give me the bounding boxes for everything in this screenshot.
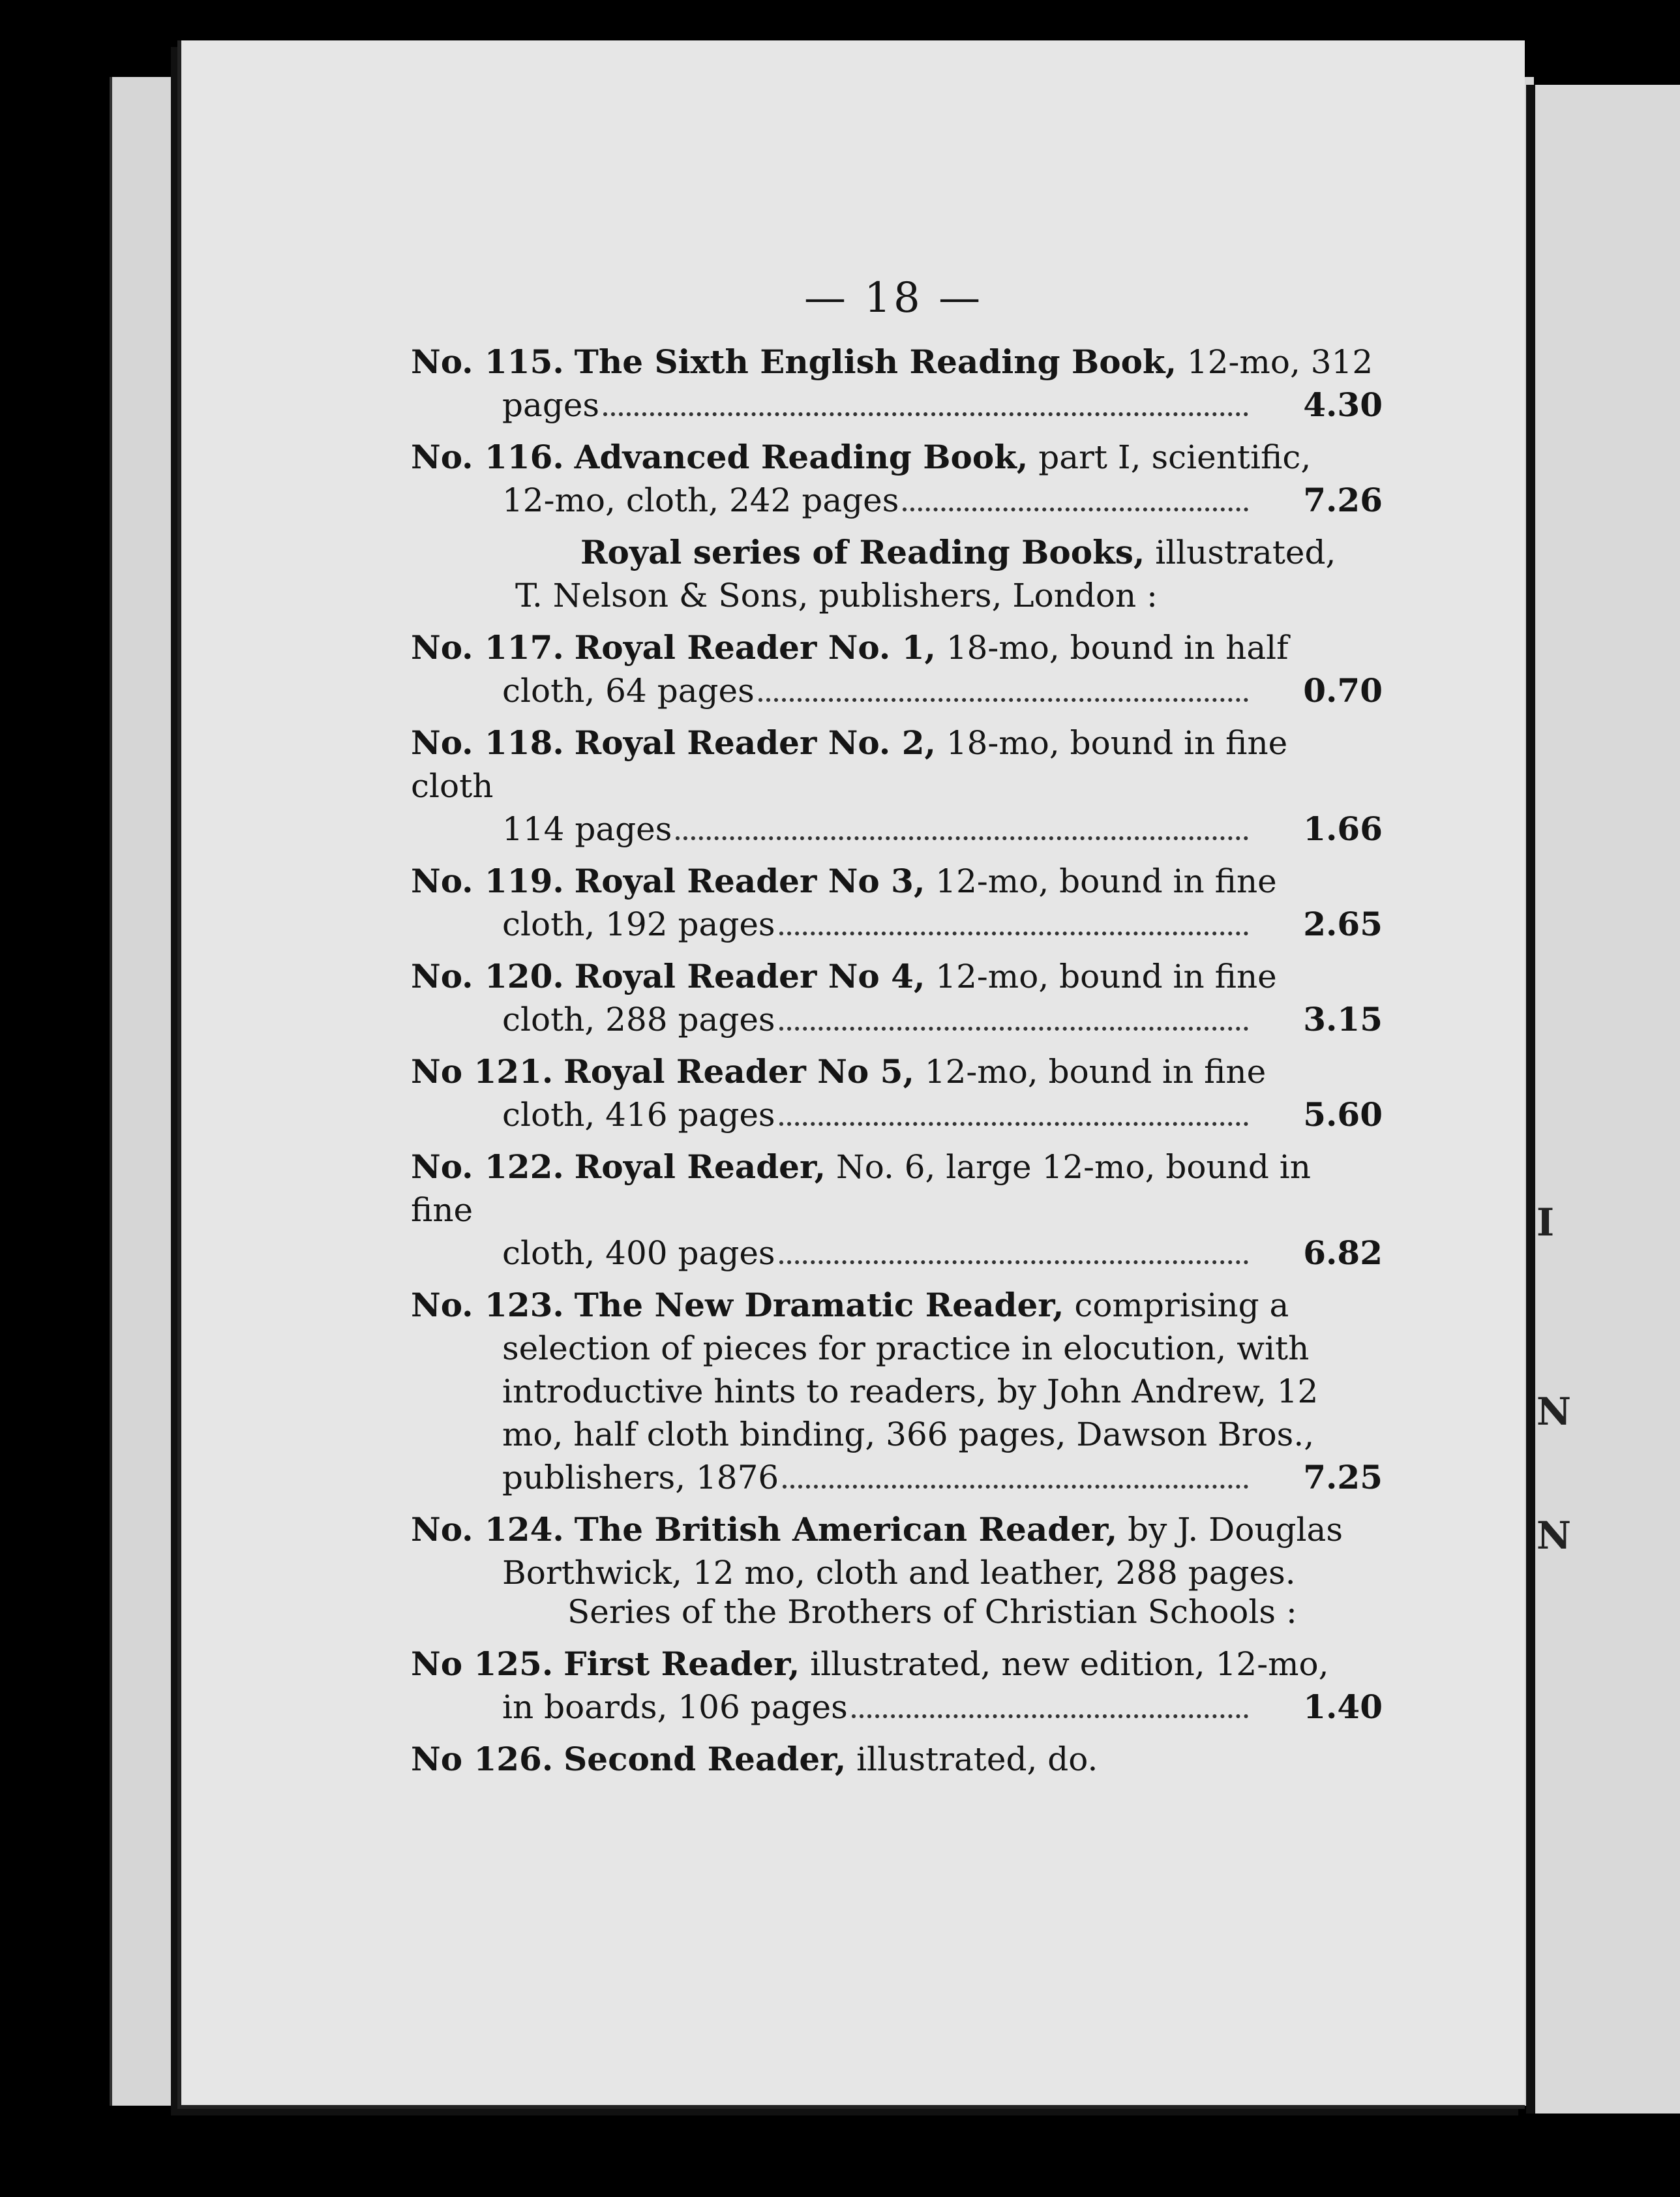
- catalog-entry: [411, 955, 1383, 1041]
- entry-details: part I, scientific,: [1038, 438, 1312, 476]
- series-title: Royal series of Reading Books,: [580, 533, 1145, 571]
- dot-leader: [779, 1260, 1248, 1264]
- entry-number: No 126.: [411, 1740, 554, 1778]
- catalog-entry: [411, 341, 1383, 427]
- entry-details: mo, half cloth binding, 366 pages, Dawson Bros.,: [502, 1416, 1315, 1453]
- entry-details: cloth, 192 pages: [502, 905, 775, 943]
- entry-title: Royal Reader No 4,: [574, 957, 925, 995]
- dot-leader: [779, 932, 1248, 935]
- entry-details: cloth, 400 pages: [502, 1234, 775, 1272]
- entry-title: Royal Reader No. 2,: [574, 723, 936, 762]
- entry-title: The New Dramatic Reader,: [574, 1286, 1064, 1324]
- entry-number: No 121.: [411, 1052, 554, 1091]
- entry-details: 12-mo, cloth, 242 pages: [502, 481, 899, 519]
- entry-number: No. 124.: [411, 1510, 564, 1549]
- dot-leader: [779, 1027, 1248, 1031]
- entry-title: Royal Reader,: [574, 1147, 826, 1186]
- entry-details: illustrated, new edition, 12-mo,: [810, 1645, 1329, 1683]
- entry-number: No. 119.: [411, 862, 564, 900]
- entry-details: 12-mo, bound in fine: [935, 958, 1277, 995]
- catalog-entry: [411, 1508, 1376, 1594]
- entry-number: No. 116.: [411, 438, 564, 476]
- entry-price: 5.60: [1303, 1095, 1383, 1134]
- entry-details: cloth, 416 pages: [502, 1096, 775, 1134]
- adjacent-letter: N: [1537, 1389, 1572, 1434]
- catalog-entry: [411, 1145, 1383, 1275]
- entry-price: 7.25: [1303, 1458, 1383, 1496]
- entry-title: Royal Reader No. 1,: [574, 628, 936, 667]
- entry-price: 0.70: [1303, 671, 1383, 710]
- entry-price: 3.15: [1303, 1000, 1383, 1038]
- entry-number: No. 123.: [411, 1286, 564, 1324]
- entry-details: 114 pages: [502, 810, 672, 848]
- entry-number: No. 115.: [411, 342, 564, 381]
- entry-details: selection of pieces for practice in elocution, with: [502, 1329, 1310, 1367]
- entry-number: No. 120.: [411, 957, 564, 995]
- page-number: — 18 —: [803, 274, 983, 322]
- entry-number: No. 122.: [411, 1147, 564, 1186]
- adjacent-page: [1526, 85, 1680, 2114]
- catalog-entry: [411, 626, 1383, 712]
- entry-title: The Sixth English Reading Book,: [574, 342, 1177, 381]
- entry-details: cloth, 288 pages: [502, 1001, 775, 1038]
- entry-number: No. 118.: [411, 723, 564, 762]
- entry-price: 4.30: [1303, 386, 1383, 424]
- entry-price: 7.26: [1303, 481, 1383, 519]
- catalog-content: [411, 274, 1383, 1790]
- entry-details: Borthwick, 12 mo, cloth and leather, 288 pages.: [502, 1554, 1296, 1592]
- entry-title: Second Reader,: [563, 1740, 847, 1778]
- series-heading: [411, 531, 1376, 617]
- entry-title: Royal Reader No 3,: [574, 862, 925, 900]
- entry-price: 1.40: [1303, 1688, 1383, 1726]
- dot-leader: [779, 1122, 1248, 1126]
- series-publisher: T. Nelson & Sons, publishers, London :: [515, 577, 1158, 614]
- catalog-entry: [411, 1050, 1383, 1136]
- catalog-entry: [411, 860, 1383, 946]
- entry-details: introductive hints to readers, by John Andrew, 12: [502, 1372, 1319, 1410]
- dot-leader: [783, 1485, 1248, 1489]
- entry-price: 2.65: [1303, 905, 1383, 943]
- dot-leader: [903, 508, 1248, 511]
- entry-details: 12-mo, bound in fine: [924, 1053, 1267, 1091]
- adjacent-letter: N: [1537, 1513, 1572, 1558]
- catalog-entry: [411, 1284, 1383, 1499]
- entry-price: 1.66: [1303, 810, 1383, 848]
- entry-details: No. 6, large 12-mo, bound in fine: [411, 1148, 1311, 1229]
- dot-leader: [676, 836, 1248, 840]
- entry-details: 12-mo, bound in fine: [935, 862, 1277, 900]
- entry-details: cloth, 64 pages: [502, 672, 755, 710]
- catalog-entry: [411, 436, 1383, 522]
- entry-details: comprising a: [1074, 1286, 1289, 1324]
- entry-details: 18-mo, bound in fine cloth: [411, 724, 1288, 805]
- entry-title: Advanced Reading Book,: [574, 438, 1028, 476]
- entry-details: 18-mo, bound in half: [946, 629, 1289, 667]
- entry-details: by J. Douglas: [1128, 1511, 1343, 1549]
- dot-leader: [852, 1714, 1248, 1718]
- entry-price: 6.82: [1303, 1234, 1383, 1272]
- catalog-entry: [411, 1738, 1376, 1781]
- adjacent-letter: I: [1537, 1200, 1555, 1245]
- entry-details: pages: [502, 386, 600, 424]
- entry-title: Royal Reader No 5,: [563, 1052, 914, 1091]
- entry-title: First Reader,: [563, 1644, 800, 1683]
- catalog-entry: [411, 1643, 1383, 1729]
- entry-details: publishers, 1876: [502, 1459, 779, 1496]
- entry-number: No. 117.: [411, 628, 564, 667]
- series-details: illustrated,: [1155, 534, 1336, 571]
- dot-leader: [603, 412, 1248, 416]
- entry-number: No 125.: [411, 1644, 554, 1683]
- dot-leader: [758, 698, 1248, 702]
- entry-details: 12-mo, 312: [1186, 343, 1373, 381]
- entry-details: illustrated, do.: [856, 1740, 1098, 1778]
- catalog-entry: [411, 721, 1383, 851]
- entry-title: The British American Reader,: [574, 1510, 1118, 1549]
- entry-details: in boards, 106 pages: [502, 1688, 848, 1726]
- series-heading: Series of the Brothers of Christian Schools :: [567, 1593, 1297, 1631]
